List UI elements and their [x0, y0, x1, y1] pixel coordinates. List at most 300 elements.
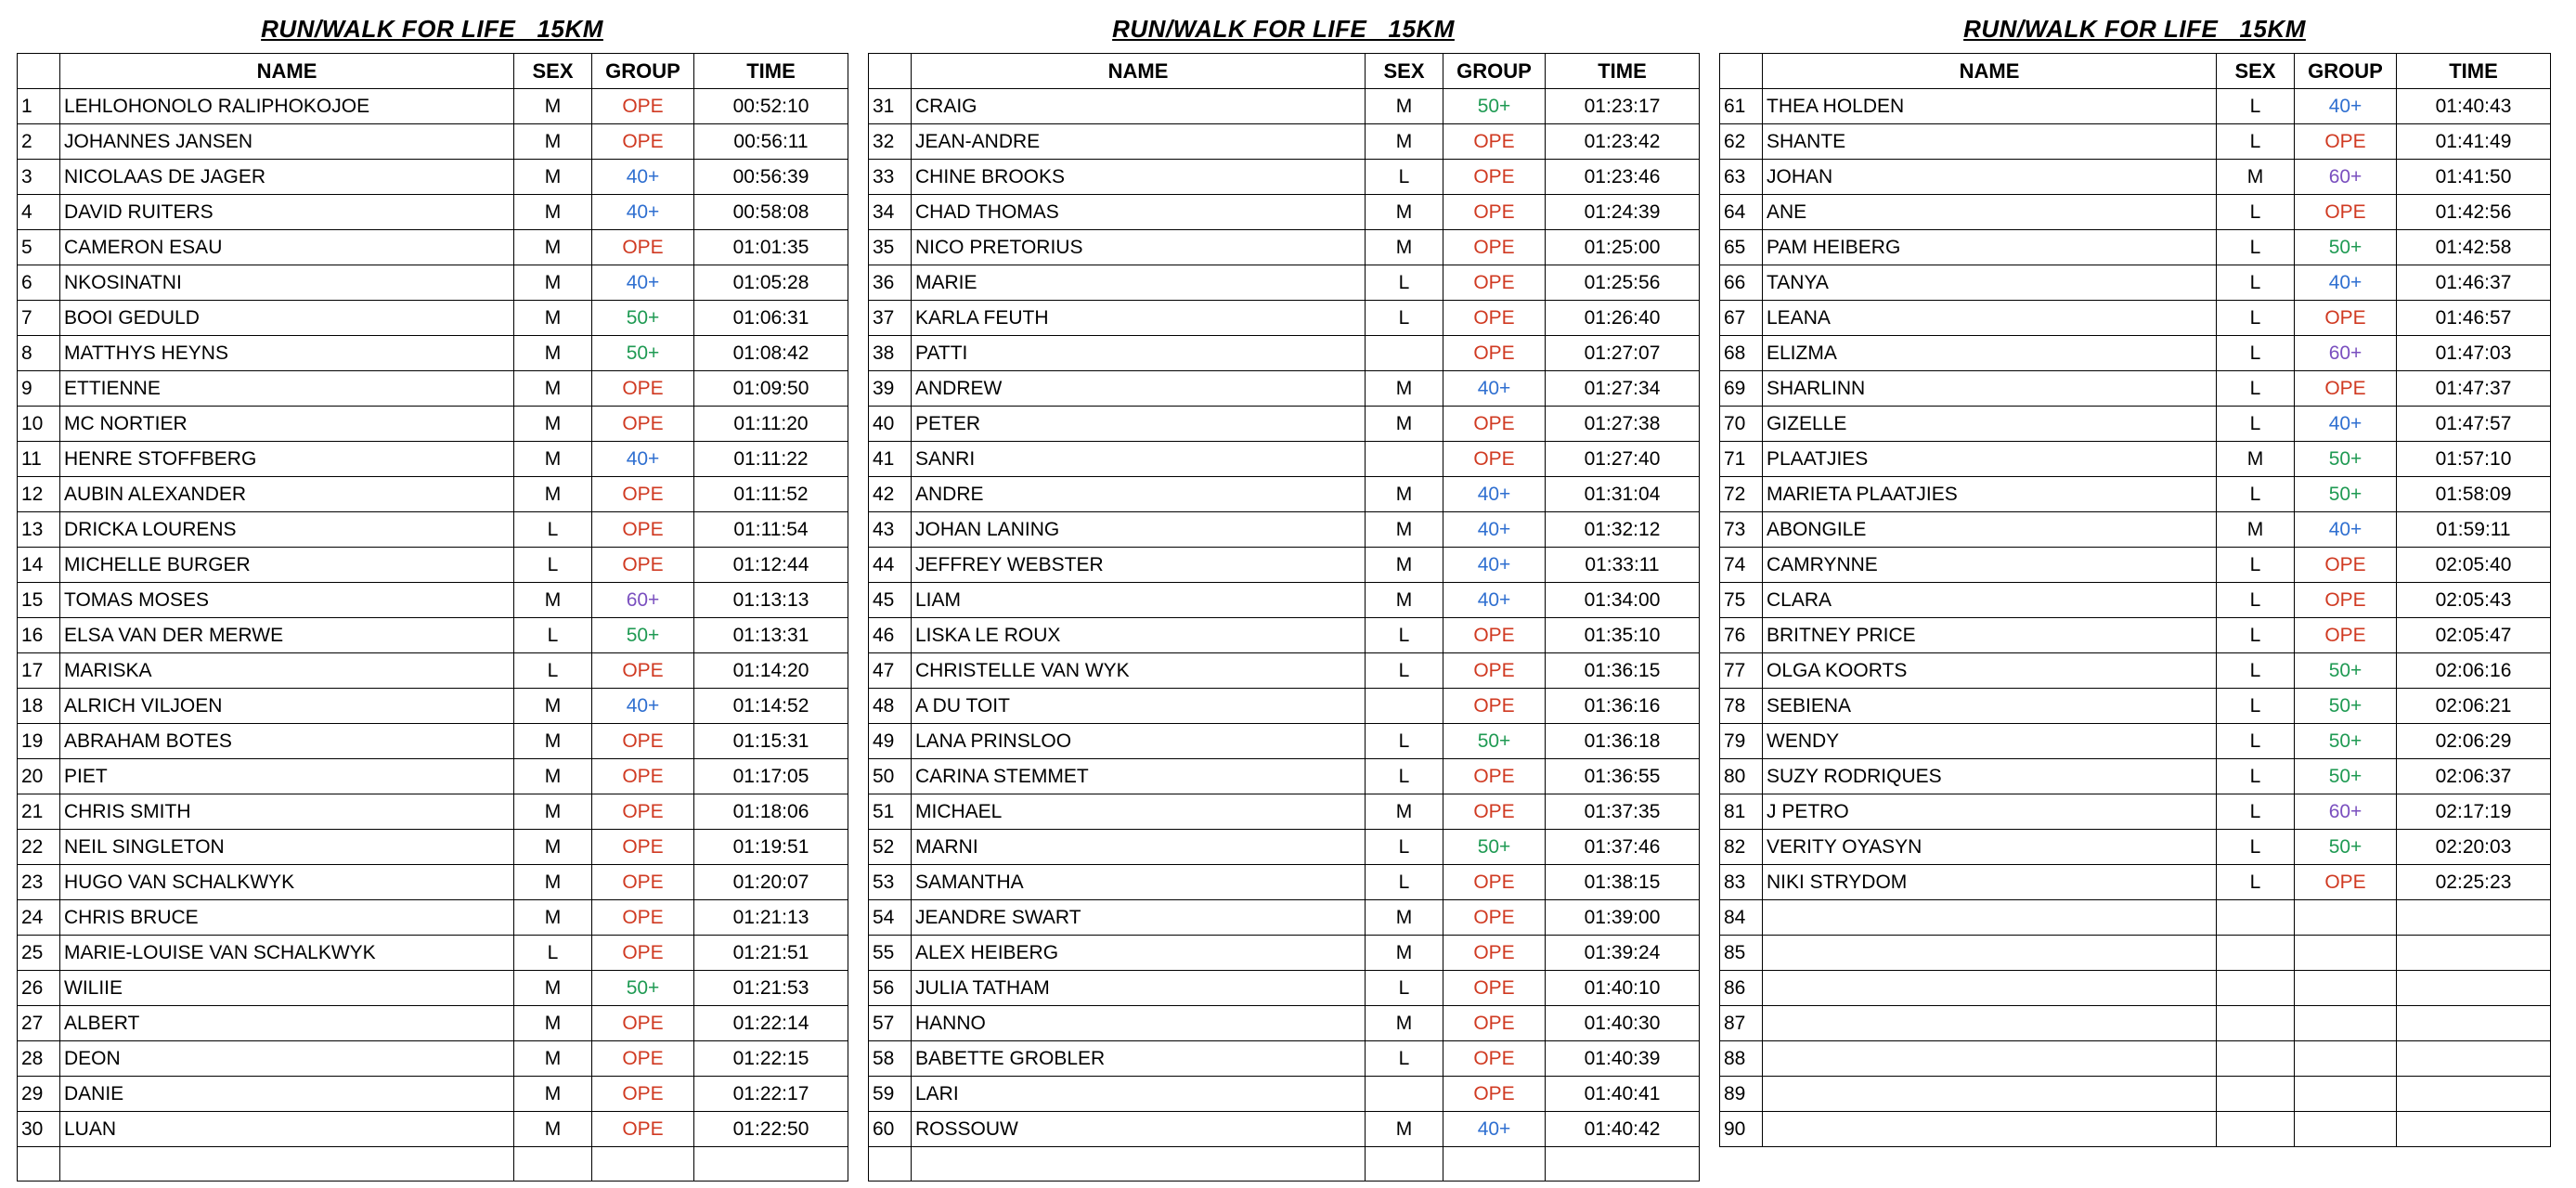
- cell-sex: M: [514, 230, 592, 265]
- cell-name: ELSA VAN DER MERWE: [60, 618, 514, 653]
- cell-group: OPE: [1443, 759, 1546, 794]
- cell-rank: 34: [869, 195, 912, 230]
- cell-group: 40+: [592, 265, 694, 301]
- cell-group: OPE: [592, 653, 694, 689]
- cell-time: 01:58:09: [2397, 477, 2551, 512]
- cell-sex: M: [1366, 89, 1443, 124]
- cell-group: OPE: [2295, 124, 2397, 160]
- cell-group: OPE: [2295, 548, 2397, 583]
- column-header-rank: [1720, 54, 1763, 89]
- cell-rank: 87: [1720, 1006, 1763, 1041]
- cell-name: SAMANTHA: [912, 865, 1366, 900]
- cell-rank: 76: [1720, 618, 1763, 653]
- cell-sex: [1366, 336, 1443, 371]
- table-row: [1720, 971, 2551, 1006]
- cell-group: OPE: [1443, 689, 1546, 724]
- cell-group: 40+: [2295, 407, 2397, 442]
- cell-group: OPE: [592, 548, 694, 583]
- cell-rank: 72: [1720, 477, 1763, 512]
- cell-rank: 26: [18, 971, 60, 1006]
- cell-rank: 83: [1720, 865, 1763, 900]
- table-row: [1720, 442, 2551, 477]
- table-row: [1720, 336, 2551, 371]
- table-row: [869, 1112, 1700, 1147]
- cell-name: CHRIS BRUCE: [60, 900, 514, 936]
- cell-sex: L: [2217, 689, 2295, 724]
- column-header-time: TIME: [2397, 54, 2551, 89]
- cell-sex: [1366, 442, 1443, 477]
- cell-time: 02:25:23: [2397, 865, 2551, 900]
- cell-time: 01:17:05: [694, 759, 848, 794]
- table-row: [1720, 371, 2551, 407]
- table-row: [18, 407, 848, 442]
- table-row: [869, 89, 1700, 124]
- results-table: [1719, 53, 2551, 1147]
- cell-sex: M: [514, 124, 592, 160]
- cell-time: 01:37:46: [1546, 830, 1700, 865]
- cell-rank: 81: [1720, 794, 1763, 830]
- table-row: [18, 512, 848, 548]
- cell-rank: 44: [869, 548, 912, 583]
- cell-sex: L: [2217, 195, 2295, 230]
- column-header-rank: [18, 54, 60, 89]
- table-row: [1720, 1112, 2551, 1147]
- cell-rank: 43: [869, 512, 912, 548]
- table-row: [869, 301, 1700, 336]
- cell-name: NICO PRETORIUS: [912, 230, 1366, 265]
- table-row: [869, 160, 1700, 195]
- cell-group: 50+: [1443, 724, 1546, 759]
- cell-group: [1443, 1147, 1546, 1182]
- table-row: [18, 1041, 848, 1077]
- table-row: [18, 653, 848, 689]
- cell-rank: 39: [869, 371, 912, 407]
- table-row: [869, 900, 1700, 936]
- cell-name: HANNO: [912, 1006, 1366, 1041]
- table-row: [869, 971, 1700, 1006]
- cell-rank: 1: [18, 89, 60, 124]
- cell-name: MICHELLE BURGER: [60, 548, 514, 583]
- cell-group: 40+: [592, 689, 694, 724]
- cell-sex: L: [2217, 407, 2295, 442]
- cell-name: PIET: [60, 759, 514, 794]
- cell-name: JULIA TATHAM: [912, 971, 1366, 1006]
- table-row: [869, 336, 1700, 371]
- cell-name: MC NORTIER: [60, 407, 514, 442]
- cell-group: 60+: [592, 583, 694, 618]
- table-row: [1720, 865, 2551, 900]
- cell-name: JOHAN: [1763, 160, 2217, 195]
- cell-group: OPE: [1443, 794, 1546, 830]
- table-row: [1720, 618, 2551, 653]
- cell-rank: 54: [869, 900, 912, 936]
- table-row: [1720, 1041, 2551, 1077]
- cell-sex: L: [1366, 724, 1443, 759]
- cell-name: SHARLINN: [1763, 371, 2217, 407]
- cell-name: [1763, 936, 2217, 971]
- table-row: [869, 371, 1700, 407]
- cell-name: OLGA KOORTS: [1763, 653, 2217, 689]
- cell-rank: 64: [1720, 195, 1763, 230]
- cell-rank: 21: [18, 794, 60, 830]
- column-header-sex: SEX: [1366, 54, 1443, 89]
- cell-name: ELIZMA: [1763, 336, 2217, 371]
- cell-rank: 36: [869, 265, 912, 301]
- cell-group: OPE: [1443, 195, 1546, 230]
- cell-sex: M: [514, 583, 592, 618]
- cell-time: 02:06:21: [2397, 689, 2551, 724]
- cell-rank: 80: [1720, 759, 1763, 794]
- cell-group: OPE: [2295, 865, 2397, 900]
- cell-name: ABRAHAM BOTES: [60, 724, 514, 759]
- cell-name: HENRE STOFFBERG: [60, 442, 514, 477]
- cell-rank: 60: [869, 1112, 912, 1147]
- cell-time: 01:41:50: [2397, 160, 2551, 195]
- cell-time: [694, 1147, 848, 1182]
- cell-name: [1763, 900, 2217, 936]
- cell-sex: L: [514, 653, 592, 689]
- cell-rank: 37: [869, 301, 912, 336]
- table-row: [869, 1147, 1700, 1182]
- cell-sex: M: [514, 794, 592, 830]
- cell-time: 01:11:20: [694, 407, 848, 442]
- cell-rank: 18: [18, 689, 60, 724]
- cell-group: 50+: [2295, 830, 2397, 865]
- cell-time: 01:21:13: [694, 900, 848, 936]
- cell-sex: L: [2217, 759, 2295, 794]
- cell-group: OPE: [592, 1006, 694, 1041]
- table-row: [1720, 230, 2551, 265]
- table-row: [18, 830, 848, 865]
- cell-sex: M: [514, 407, 592, 442]
- cell-rank: 84: [1720, 900, 1763, 936]
- cell-group: 40+: [2295, 89, 2397, 124]
- table-row: [1720, 301, 2551, 336]
- cell-group: 60+: [2295, 160, 2397, 195]
- cell-rank: 69: [1720, 371, 1763, 407]
- results-panel: [868, 13, 1699, 1182]
- table-row: [18, 548, 848, 583]
- cell-group: [592, 1147, 694, 1182]
- cell-rank: 13: [18, 512, 60, 548]
- cell-name: TANYA: [1763, 265, 2217, 301]
- cell-time: 02:17:19: [2397, 794, 2551, 830]
- cell-rank: 62: [1720, 124, 1763, 160]
- cell-sex: M: [1366, 407, 1443, 442]
- cell-name: THEA HOLDEN: [1763, 89, 2217, 124]
- cell-time: 01:47:03: [2397, 336, 2551, 371]
- cell-rank: 49: [869, 724, 912, 759]
- cell-time: 01:19:51: [694, 830, 848, 865]
- cell-time: 01:08:42: [694, 336, 848, 371]
- cell-sex: L: [2217, 794, 2295, 830]
- cell-group: OPE: [592, 371, 694, 407]
- table-row: [869, 1006, 1700, 1041]
- cell-time: 01:41:49: [2397, 124, 2551, 160]
- cell-sex: M: [2217, 160, 2295, 195]
- column-header-rank: [869, 54, 912, 89]
- cell-time: 02:05:47: [2397, 618, 2551, 653]
- cell-time: 01:12:44: [694, 548, 848, 583]
- cell-group: OPE: [2295, 583, 2397, 618]
- cell-name: MARISKA: [60, 653, 514, 689]
- cell-time: 01:40:42: [1546, 1112, 1700, 1147]
- results-table: [868, 53, 1700, 1182]
- cell-rank: 30: [18, 1112, 60, 1147]
- cell-rank: 3: [18, 160, 60, 195]
- cell-time: 01:22:50: [694, 1112, 848, 1147]
- cell-name: TOMAS MOSES: [60, 583, 514, 618]
- cell-time: 01:59:11: [2397, 512, 2551, 548]
- table-row: [869, 865, 1700, 900]
- cell-time: 01:36:15: [1546, 653, 1700, 689]
- cell-sex: M: [514, 477, 592, 512]
- table-row: [18, 865, 848, 900]
- cell-sex: M: [514, 1077, 592, 1112]
- cell-time: 01:05:28: [694, 265, 848, 301]
- table-row: [1720, 1077, 2551, 1112]
- cell-time: 01:13:13: [694, 583, 848, 618]
- cell-sex: M: [514, 724, 592, 759]
- table-row: [18, 759, 848, 794]
- cell-name: PAM HEIBERG: [1763, 230, 2217, 265]
- cell-group: OPE: [592, 477, 694, 512]
- cell-name: NICOLAAS DE JAGER: [60, 160, 514, 195]
- cell-name: ANDREW: [912, 371, 1366, 407]
- cell-name: LUAN: [60, 1112, 514, 1147]
- cell-group: OPE: [1443, 265, 1546, 301]
- cell-time: 01:23:46: [1546, 160, 1700, 195]
- cell-sex: M: [1366, 124, 1443, 160]
- cell-rank: 11: [18, 442, 60, 477]
- table-row: [1720, 794, 2551, 830]
- cell-group: OPE: [592, 124, 694, 160]
- table-header-row: [1720, 54, 2551, 89]
- cell-rank: 50: [869, 759, 912, 794]
- cell-time: [2397, 1112, 2551, 1147]
- cell-rank: 40: [869, 407, 912, 442]
- cell-sex: L: [1366, 160, 1443, 195]
- cell-sex: M: [1366, 371, 1443, 407]
- cell-name: ALRICH VILJOEN: [60, 689, 514, 724]
- cell-sex: M: [1366, 900, 1443, 936]
- cell-sex: L: [2217, 371, 2295, 407]
- cell-sex: M: [514, 900, 592, 936]
- cell-sex: [2217, 936, 2295, 971]
- cell-rank: 74: [1720, 548, 1763, 583]
- cell-name: [60, 1147, 514, 1182]
- table-row: [869, 1077, 1700, 1112]
- table-row: [18, 900, 848, 936]
- cell-group: OPE: [2295, 371, 2397, 407]
- cell-rank: 4: [18, 195, 60, 230]
- cell-name: MARIETA PLAATJIES: [1763, 477, 2217, 512]
- cell-time: 01:22:17: [694, 1077, 848, 1112]
- cell-time: 01:42:58: [2397, 230, 2551, 265]
- cell-rank: 17: [18, 653, 60, 689]
- cell-group: OPE: [1443, 336, 1546, 371]
- cell-name: DAVID RUITERS: [60, 195, 514, 230]
- cell-rank: 73: [1720, 512, 1763, 548]
- cell-rank: 68: [1720, 336, 1763, 371]
- cell-name: JOHAN LANING: [912, 512, 1366, 548]
- cell-time: 01:21:53: [694, 971, 848, 1006]
- cell-group: 50+: [592, 336, 694, 371]
- cell-time: 01:25:00: [1546, 230, 1700, 265]
- cell-name: JEAN-ANDRE: [912, 124, 1366, 160]
- cell-time: 00:56:11: [694, 124, 848, 160]
- cell-group: OPE: [592, 865, 694, 900]
- cell-rank: 57: [869, 1006, 912, 1041]
- panel-title: RUN/WALK FOR LIFE 15KM: [1112, 15, 1455, 43]
- cell-group: OPE: [592, 724, 694, 759]
- table-row: [1720, 583, 2551, 618]
- cell-sex: [2217, 900, 2295, 936]
- cell-group: [2295, 1041, 2397, 1077]
- cell-sex: L: [2217, 548, 2295, 583]
- cell-group: OPE: [1443, 124, 1546, 160]
- cell-rank: 63: [1720, 160, 1763, 195]
- cell-time: 01:15:31: [694, 724, 848, 759]
- cell-rank: 56: [869, 971, 912, 1006]
- table-row: [1720, 689, 2551, 724]
- cell-name: SHANTE: [1763, 124, 2217, 160]
- cell-rank: 23: [18, 865, 60, 900]
- cell-name: GIZELLE: [1763, 407, 2217, 442]
- cell-sex: L: [2217, 865, 2295, 900]
- cell-sex: M: [1366, 512, 1443, 548]
- cell-sex: L: [1366, 265, 1443, 301]
- cell-sex: M: [514, 830, 592, 865]
- cell-group: OPE: [592, 830, 694, 865]
- table-row: [869, 548, 1700, 583]
- cell-group: OPE: [1443, 900, 1546, 936]
- cell-group: OPE: [1443, 971, 1546, 1006]
- cell-sex: M: [514, 195, 592, 230]
- cell-time: 01:11:52: [694, 477, 848, 512]
- cell-time: 01:27:38: [1546, 407, 1700, 442]
- column-header-group: GROUP: [1443, 54, 1546, 89]
- cell-group: OPE: [592, 936, 694, 971]
- cell-sex: L: [1366, 865, 1443, 900]
- cell-time: 01:22:14: [694, 1006, 848, 1041]
- table-row: [18, 618, 848, 653]
- cell-rank: [18, 1147, 60, 1182]
- cell-name: KARLA FEUTH: [912, 301, 1366, 336]
- cell-rank: 55: [869, 936, 912, 971]
- cell-rank: 51: [869, 794, 912, 830]
- panel-title: RUN/WALK FOR LIFE 15KM: [1963, 15, 2306, 43]
- cell-time: 01:20:07: [694, 865, 848, 900]
- cell-sex: M: [1366, 583, 1443, 618]
- cell-group: OPE: [1443, 301, 1546, 336]
- table-row: [1720, 759, 2551, 794]
- cell-rank: 7: [18, 301, 60, 336]
- cell-sex: [2217, 1006, 2295, 1041]
- cell-sex: M: [1366, 548, 1443, 583]
- cell-rank: 75: [1720, 583, 1763, 618]
- table-row: [869, 936, 1700, 971]
- cell-time: 01:24:39: [1546, 195, 1700, 230]
- table-row: [869, 407, 1700, 442]
- cell-group: OPE: [1443, 160, 1546, 195]
- cell-group: 40+: [1443, 583, 1546, 618]
- cell-time: 01:40:39: [1546, 1041, 1700, 1077]
- cell-group: 40+: [1443, 1112, 1546, 1147]
- cell-rank: 8: [18, 336, 60, 371]
- cell-time: 02:06:29: [2397, 724, 2551, 759]
- cell-name: [1763, 1112, 2217, 1147]
- cell-group: OPE: [1443, 865, 1546, 900]
- cell-group: [2295, 1006, 2397, 1041]
- cell-time: 01:42:56: [2397, 195, 2551, 230]
- table-row: [1720, 512, 2551, 548]
- cell-name: LARI: [912, 1077, 1366, 1112]
- cell-group: OPE: [592, 89, 694, 124]
- column-header-time: TIME: [1546, 54, 1700, 89]
- cell-group: OPE: [592, 900, 694, 936]
- cell-name: MARIE: [912, 265, 1366, 301]
- table-row: [1720, 407, 2551, 442]
- cell-rank: 47: [869, 653, 912, 689]
- table-row: [869, 618, 1700, 653]
- cell-sex: [1366, 1147, 1443, 1182]
- cell-name: LISKA LE ROUX: [912, 618, 1366, 653]
- cell-group: OPE: [592, 1041, 694, 1077]
- cell-group: 50+: [592, 971, 694, 1006]
- table-row: [869, 442, 1700, 477]
- cell-group: OPE: [1443, 1041, 1546, 1077]
- table-row: [18, 477, 848, 512]
- table-row: [18, 442, 848, 477]
- cell-group: 50+: [2295, 442, 2397, 477]
- cell-time: 02:06:37: [2397, 759, 2551, 794]
- table-row: [869, 265, 1700, 301]
- cell-rank: 48: [869, 689, 912, 724]
- cell-name: JEANDRE SWART: [912, 900, 1366, 936]
- cell-rank: 10: [18, 407, 60, 442]
- column-header-sex: SEX: [2217, 54, 2295, 89]
- cell-sex: M: [514, 301, 592, 336]
- cell-name: ABONGILE: [1763, 512, 2217, 548]
- cell-name: VERITY OYASYN: [1763, 830, 2217, 865]
- cell-group: OPE: [592, 794, 694, 830]
- table-row: [18, 971, 848, 1006]
- cell-name: ANDRE: [912, 477, 1366, 512]
- cell-rank: 14: [18, 548, 60, 583]
- cell-sex: M: [514, 1112, 592, 1147]
- cell-group: 40+: [2295, 265, 2397, 301]
- cell-sex: L: [2217, 89, 2295, 124]
- table-row: [869, 477, 1700, 512]
- cell-name: DRICKA LOURENS: [60, 512, 514, 548]
- cell-rank: 22: [18, 830, 60, 865]
- cell-rank: 70: [1720, 407, 1763, 442]
- cell-group: [2295, 1112, 2397, 1147]
- cell-sex: L: [1366, 830, 1443, 865]
- cell-group: 40+: [592, 160, 694, 195]
- cell-sex: L: [2217, 583, 2295, 618]
- cell-time: 01:27:40: [1546, 442, 1700, 477]
- table-row: [18, 265, 848, 301]
- cell-rank: 45: [869, 583, 912, 618]
- cell-group: [2295, 971, 2397, 1006]
- cell-group: OPE: [592, 512, 694, 548]
- table-row: [18, 195, 848, 230]
- cell-rank: 38: [869, 336, 912, 371]
- table-row: [18, 724, 848, 759]
- cell-group: OPE: [1443, 936, 1546, 971]
